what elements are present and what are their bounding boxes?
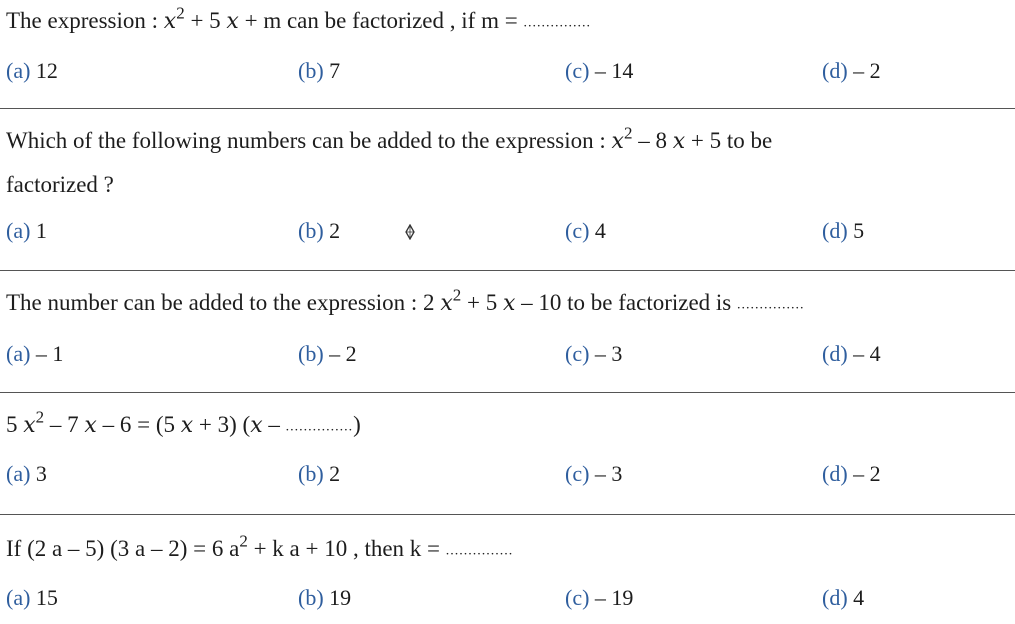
option-label: (b) [298, 58, 324, 83]
q1-text-part: + 5 [184, 8, 227, 33]
q5-exp: 2 [239, 531, 248, 551]
q1-option-d[interactable] [822, 57, 881, 85]
divider [0, 270, 1015, 271]
option-label: (d) [822, 585, 848, 610]
q1-option-a[interactable] [6, 57, 58, 85]
question-1-text [6, 3, 591, 39]
q1-exp: 2 [176, 3, 185, 23]
option-value: 15 [35, 585, 58, 610]
option-label: (c) [565, 461, 590, 486]
option-label: (a) [6, 58, 31, 83]
option-value: – 2 [329, 341, 357, 366]
option-value: – 4 [853, 341, 881, 366]
q2-option-b[interactable] [298, 217, 340, 245]
q3-var: x [440, 291, 453, 316]
q4-option-c[interactable] [565, 460, 622, 488]
q4-var: x [180, 413, 194, 438]
option-value: 4 [594, 218, 606, 243]
question-2-text-line2: factorized ? [6, 172, 114, 197]
option-label: (c) [565, 585, 590, 610]
q1-var: x [226, 9, 239, 34]
option-value: 2 [329, 461, 341, 486]
q4-blank: ............... [285, 419, 354, 435]
option-label: (a) [6, 341, 31, 366]
q4-option-a[interactable] [6, 460, 47, 488]
question-2-text [6, 123, 773, 157]
q4-text-part: ) [353, 412, 361, 437]
option-value: – 14 [594, 58, 634, 83]
q5-option-b[interactable] [298, 584, 351, 612]
option-value: – 3 [594, 341, 623, 366]
option-value: 1 [35, 218, 47, 243]
q3-text-part: – 10 to be factorized is [515, 290, 738, 315]
q4-option-d[interactable] [822, 460, 881, 488]
option-value: 2 [329, 218, 341, 243]
option-value: 5 [853, 218, 865, 243]
option-label: (c) [565, 58, 590, 83]
q3-blank: ............... [737, 297, 805, 313]
q3-var: x [502, 291, 516, 316]
option-label: (c) [565, 218, 590, 243]
q1-option-b[interactable] [298, 57, 340, 85]
option-label: (d) [822, 58, 848, 83]
q3-exp: 2 [452, 285, 462, 305]
option-label: (a) [6, 218, 31, 243]
option-value: 12 [35, 58, 58, 83]
q5-option-a[interactable] [6, 584, 58, 612]
q3-text-part: + 5 [461, 290, 503, 315]
q5-text-part: If (2 a – 5) (3 a – 2) = 6 a [6, 536, 240, 561]
q5-blank: ............... [445, 543, 514, 559]
q4-var: x [23, 413, 36, 438]
move-cursor-icon [402, 224, 418, 240]
q5-option-c[interactable] [565, 584, 633, 612]
option-label: (a) [6, 461, 31, 486]
q1-text-part: The expression : [6, 8, 164, 33]
q4-option-b[interactable] [298, 460, 340, 488]
q2-text-part: Which of the following numbers can be added to the expression : [6, 128, 612, 153]
option-label: (d) [822, 461, 848, 486]
q3-option-a[interactable] [6, 340, 63, 368]
option-label: (b) [298, 461, 324, 486]
q4-text-part: – 6 = (5 [96, 412, 181, 437]
q1-blank: ............... [523, 15, 591, 31]
q4-var: x [250, 413, 263, 438]
q2-exp: 2 [623, 123, 633, 143]
option-value: – 1 [35, 341, 64, 366]
q2-text-part: – 8 [632, 128, 673, 153]
q4-text-part: – 7 [44, 412, 85, 437]
q4-text-part: 5 [6, 412, 24, 437]
option-value: 4 [853, 585, 865, 610]
q2-option-d[interactable] [822, 217, 864, 245]
option-value: 19 [329, 585, 352, 610]
question-3-text [6, 285, 805, 321]
option-value: – 19 [594, 585, 634, 610]
q5-text-part: + k a + 10 , then k = [247, 536, 446, 561]
q3-option-d[interactable] [822, 340, 881, 368]
q2-option-c[interactable] [565, 217, 606, 245]
option-value: – 2 [853, 461, 881, 486]
q4-text-part: – [262, 412, 286, 437]
q2-option-a[interactable] [6, 217, 47, 245]
q4-exp: 2 [35, 407, 45, 427]
option-label: (a) [6, 585, 31, 610]
option-value: – 3 [594, 461, 623, 486]
option-label: (d) [822, 218, 848, 243]
q1-text-part: + m can be factorized , if m = [238, 8, 524, 33]
q4-var: x [84, 413, 97, 438]
option-label: (b) [298, 218, 324, 243]
question-4-text [6, 407, 361, 443]
q3-option-b[interactable] [298, 340, 357, 368]
q1-option-c[interactable] [565, 57, 633, 85]
option-label: (d) [822, 341, 848, 366]
q2-var: x [672, 129, 686, 154]
q1-var: x [163, 9, 177, 34]
option-label: (b) [298, 585, 324, 610]
option-label: (c) [565, 341, 590, 366]
divider [0, 514, 1015, 515]
q2-var: x [611, 129, 624, 154]
question-5-text [6, 531, 514, 567]
option-value: 7 [329, 58, 341, 83]
q2-text-part: + 5 to be [685, 128, 773, 153]
q3-text-part: The number can be added to the expression : 2 [6, 290, 441, 315]
option-value: 3 [35, 461, 47, 486]
q3-option-c[interactable] [565, 340, 622, 368]
option-label: (b) [298, 341, 324, 366]
q5-option-d[interactable] [822, 584, 864, 612]
divider [0, 392, 1015, 393]
option-value: – 2 [853, 58, 881, 83]
divider [0, 108, 1015, 109]
q4-text-part: + 3) ( [193, 412, 251, 437]
